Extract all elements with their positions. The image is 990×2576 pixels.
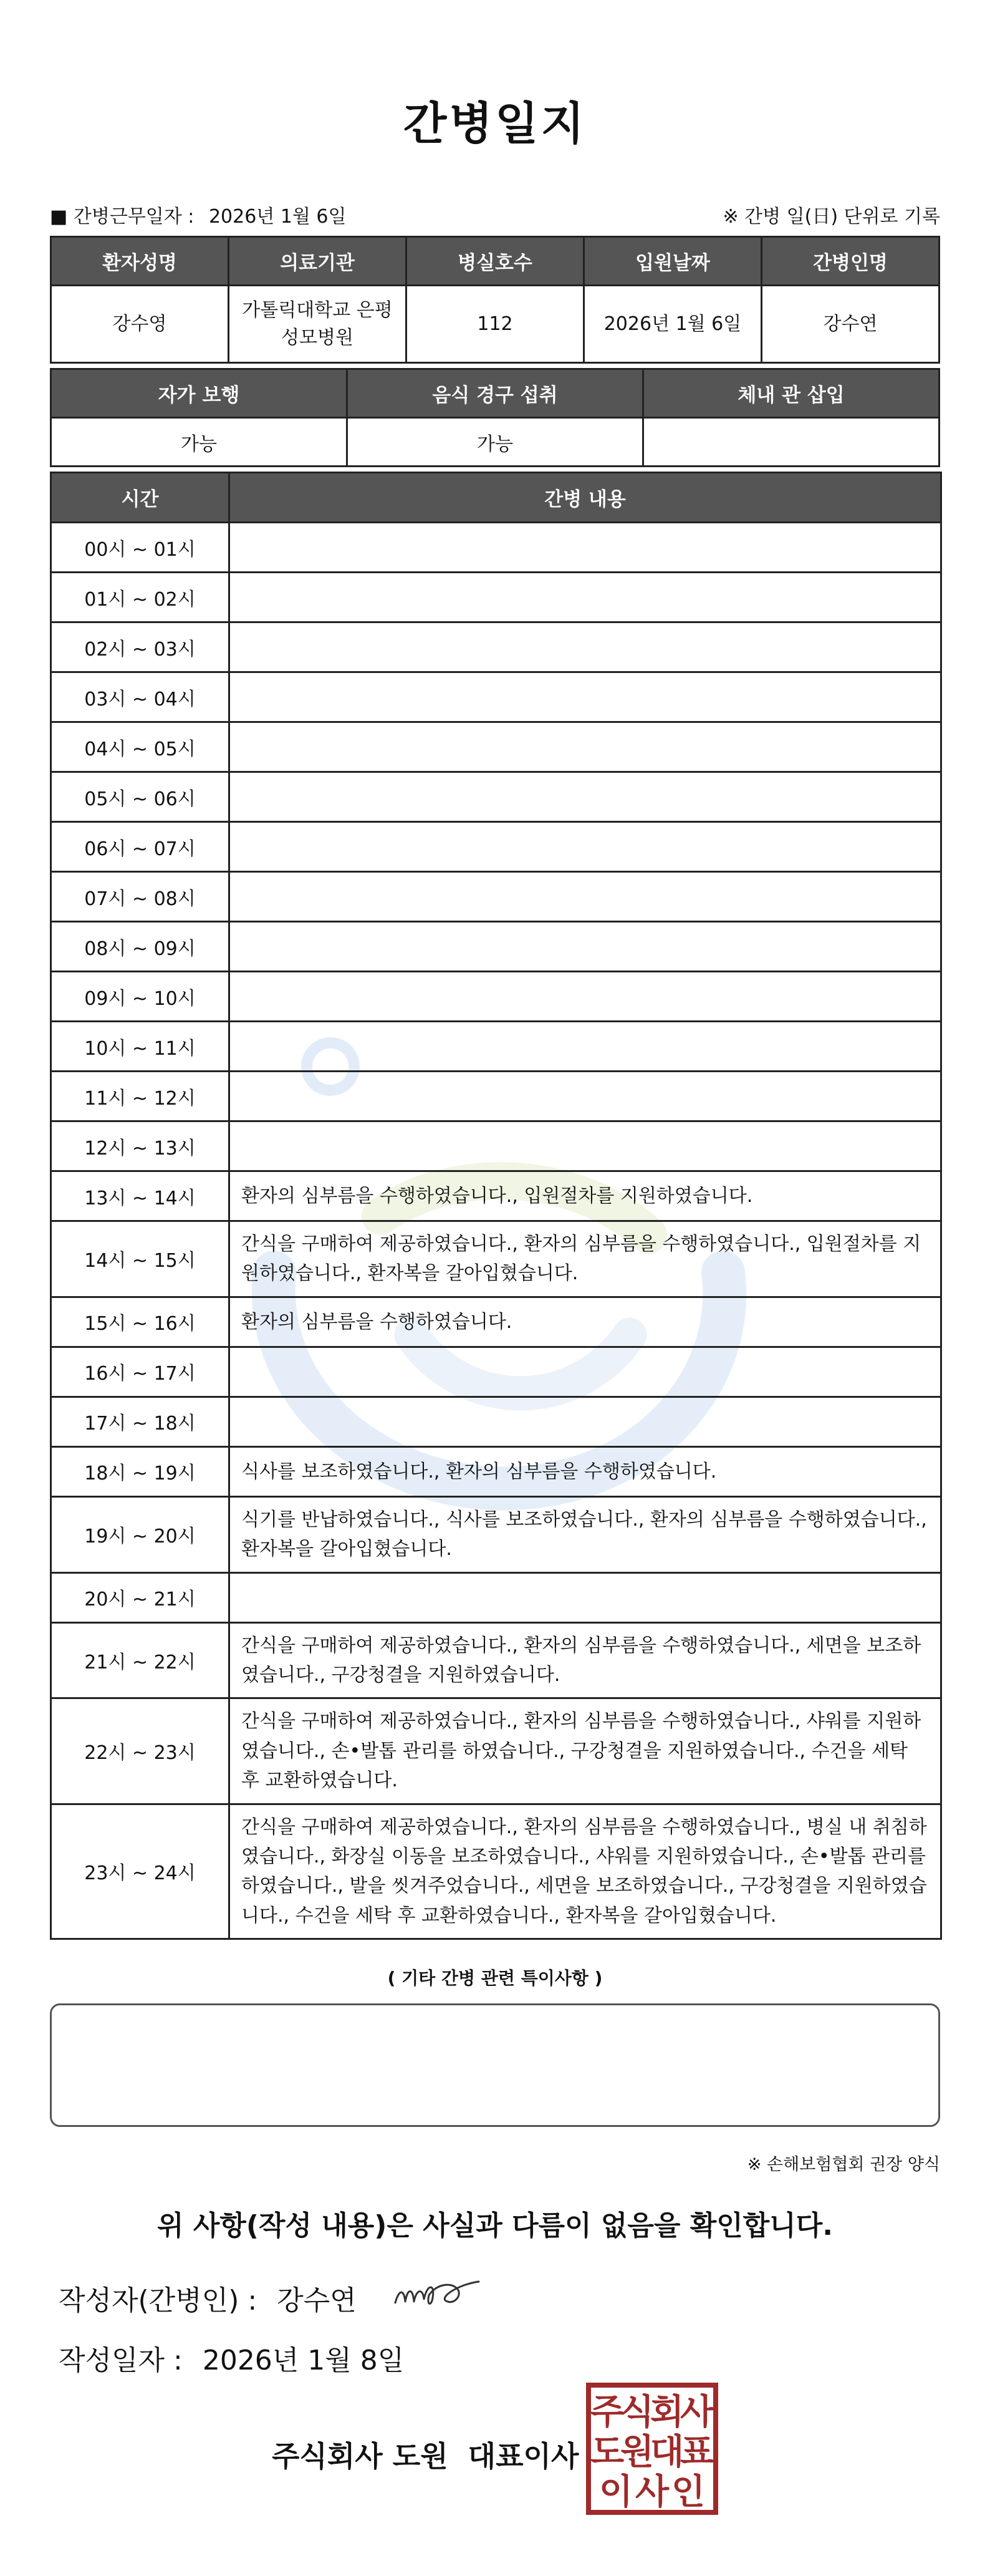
care-log-content: 식기를 반납하였습니다., 식사를 보조하였습니다., 환자의 심부름을 수행하였습니다., 환자복을 갈아입혔습니다. bbox=[229, 1496, 941, 1572]
care-log-row bbox=[51, 772, 941, 822]
care-log-content: 간식을 구매하여 제공하였습니다., 환자의 심부름을 수행하였습니다., 입원절차를 지원하였습니다., 환자복을 갈아입혔습니다. bbox=[229, 1221, 941, 1297]
care-log-content bbox=[229, 573, 941, 622]
care-log-row bbox=[51, 922, 941, 972]
care-log-table bbox=[50, 472, 942, 1940]
seal-character: 표 bbox=[680, 2431, 714, 2472]
care-log-time: 07시 ~ 08시 bbox=[51, 872, 229, 922]
header-self-walking: 자가 보행 bbox=[51, 369, 347, 418]
seal-character: 인 bbox=[671, 2471, 706, 2512]
care-log-row bbox=[51, 1022, 941, 1072]
admission-date: 2026년 1월 6일 bbox=[584, 286, 762, 363]
handwritten-signature bbox=[392, 2270, 485, 2320]
author-line bbox=[59, 2278, 357, 2318]
work-date bbox=[50, 201, 347, 228]
care-log-content bbox=[229, 972, 941, 1022]
self-walking-value: 가능 bbox=[51, 418, 347, 467]
care-log-content bbox=[229, 1347, 941, 1397]
care-log-row bbox=[51, 573, 941, 622]
caregiver-name: 강수연 bbox=[762, 286, 940, 363]
care-log-row bbox=[51, 1072, 941, 1121]
care-log-time: 09시 ~ 10시 bbox=[51, 972, 229, 1022]
care-log-time: 10시 ~ 11시 bbox=[51, 1022, 229, 1072]
care-log-content bbox=[229, 1397, 941, 1446]
confirmation-statement: 위 사항(작성 내용)은 사실과 다름이 없음을 확인합니다. bbox=[157, 2210, 833, 2242]
care-log-content: 환자의 심부름을 수행하였습니다., 입원절차를 지원하였습니다. bbox=[229, 1171, 941, 1221]
header-care-content: 간병 내용 bbox=[229, 473, 941, 523]
page-title: 간병일지 bbox=[403, 97, 587, 150]
care-log-time: 01시 ~ 02시 bbox=[51, 573, 229, 622]
care-log-content: 식사를 보조하였습니다., 환자의 심부름을 수행하였습니다. bbox=[229, 1446, 941, 1496]
header-tube-insertion: 체내 관 삽입 bbox=[643, 369, 940, 418]
care-log-row bbox=[51, 1804, 941, 1939]
seal-character: 이 bbox=[598, 2471, 633, 2512]
header-patient-name: 환자성명 bbox=[51, 237, 229, 286]
oral-intake-value: 가능 bbox=[347, 418, 643, 467]
header-hospital: 의료기관 bbox=[229, 237, 406, 286]
care-log-time: 13시 ~ 14시 bbox=[51, 1171, 229, 1221]
care-log-row bbox=[51, 1446, 941, 1496]
care-log-time: 05시 ~ 06시 bbox=[51, 772, 229, 822]
care-log-row bbox=[51, 523, 941, 573]
care-log-content bbox=[229, 1572, 941, 1622]
care-log-row bbox=[51, 1347, 941, 1397]
care-log-row bbox=[51, 672, 941, 722]
author-label: 작성자(간병인) : bbox=[59, 2285, 257, 2317]
care-log-row bbox=[51, 1221, 941, 1297]
care-log-time: 21시 ~ 22시 bbox=[51, 1622, 229, 1698]
care-log-time: 20시 ~ 21시 bbox=[51, 1572, 229, 1622]
care-log-content bbox=[229, 523, 941, 573]
care-log-content bbox=[229, 772, 941, 822]
header-admission-date: 입원날짜 bbox=[584, 237, 762, 286]
header-oral-intake: 음식 경구 섭취 bbox=[347, 369, 643, 418]
hospital-line-2: 성모병원 bbox=[281, 326, 353, 349]
work-date-value: 2026년 1월 6일 bbox=[208, 206, 347, 228]
care-log-time: 22시 ~ 23시 bbox=[51, 1698, 229, 1804]
care-log-content bbox=[229, 722, 941, 772]
care-log-content: 간식을 구매하여 제공하였습니다., 환자의 심부름을 수행하였습니다., 세면을 보조하였습니다., 구강청결을 지원하였습니다. bbox=[229, 1622, 941, 1698]
care-log-time: 00시 ~ 01시 bbox=[51, 523, 229, 573]
care-log-content bbox=[229, 622, 941, 672]
care-log-time: 15시 ~ 16시 bbox=[51, 1297, 229, 1347]
header-time: 시간 bbox=[51, 473, 229, 523]
care-log-time: 06시 ~ 07시 bbox=[51, 822, 229, 872]
remarks-box bbox=[50, 2003, 940, 2127]
care-log-time: 02시 ~ 03시 bbox=[51, 622, 229, 672]
patient-name: 강수영 bbox=[51, 286, 229, 363]
form-note: ※ 손해보험협회 권장 양식 bbox=[747, 2155, 940, 2174]
company-representative: 주식회사 도원 대표이사 bbox=[272, 2439, 579, 2473]
company-seal-stamp bbox=[585, 2381, 719, 2516]
header-room: 병실호수 bbox=[406, 237, 584, 286]
ability-table bbox=[50, 368, 940, 467]
remarks-title: ( 기타 간병 관련 특이사항 ) bbox=[387, 1968, 603, 1988]
care-log-row bbox=[51, 1622, 941, 1698]
care-log-time: 18시 ~ 19시 bbox=[51, 1446, 229, 1496]
hospital bbox=[229, 286, 406, 363]
care-log-content: 간식을 구매하여 제공하였습니다., 환자의 심부름을 수행하였습니다., 병실 내 취침하였습니다., 화장실 이동을 보조하였습니다., 샤워를 지원하였습니다., 손•발톱 관리를 하였습니다., 발을 씻겨주었습니다., 세면을 보조하였습니다., 구강청결을 지원하였습니다., 수건을 세탁 후 교환하였습니다., 환자복을 갈아입혔습니다. bbox=[229, 1804, 941, 1939]
author-name: 강수연 bbox=[277, 2285, 357, 2317]
care-log-row bbox=[51, 872, 941, 922]
care-log-time: 04시 ~ 05시 bbox=[51, 722, 229, 772]
tube-insertion-value bbox=[643, 418, 940, 467]
care-log-content: 간식을 구매하여 제공하였습니다., 환자의 심부름을 수행하였습니다., 샤워를 지원하였습니다., 손•발톱 관리를 하였습니다., 구강청결을 지원하였습니다., 수건을 세탁 후 교환하였습니다. bbox=[229, 1698, 941, 1804]
care-log-content bbox=[229, 1072, 941, 1121]
care-log-time: 23시 ~ 24시 bbox=[51, 1804, 229, 1939]
hospital-line-1: 가톨릭대학교 은평 bbox=[242, 299, 393, 321]
care-log-content bbox=[229, 922, 941, 972]
written-date-value: 2026년 1월 8일 bbox=[202, 2345, 405, 2376]
care-log-time: 16시 ~ 17시 bbox=[51, 1347, 229, 1397]
seal-character: 사 bbox=[635, 2471, 670, 2512]
care-log-time: 19시 ~ 20시 bbox=[51, 1496, 229, 1572]
seal-character: 사 bbox=[680, 2391, 714, 2433]
care-log-time: 03시 ~ 04시 bbox=[51, 672, 229, 722]
care-log-time: 17시 ~ 18시 bbox=[51, 1397, 229, 1446]
recording-note: ※ 간병 일(日) 단위로 기록 bbox=[723, 206, 940, 228]
care-log-row bbox=[51, 722, 941, 772]
care-log-row bbox=[51, 822, 941, 872]
care-log-row bbox=[51, 1297, 941, 1347]
seal-character: 회 bbox=[650, 2391, 685, 2433]
header-caregiver: 간병인명 bbox=[762, 237, 940, 286]
seal-character: 식 bbox=[620, 2391, 655, 2433]
written-date-line bbox=[59, 2338, 404, 2378]
care-log-time: 08시 ~ 09시 bbox=[51, 922, 229, 972]
care-log-row bbox=[51, 1397, 941, 1446]
care-log-row bbox=[51, 1121, 941, 1171]
work-date-label: ■ 간병근무일자 : bbox=[50, 206, 195, 228]
patient-info-table bbox=[50, 236, 940, 364]
care-log-row bbox=[51, 1496, 941, 1572]
care-log-row bbox=[51, 1171, 941, 1221]
care-log-content bbox=[229, 872, 941, 922]
care-log-content bbox=[229, 1121, 941, 1171]
care-log-row bbox=[51, 1698, 941, 1804]
written-date-label: 작성일자 : bbox=[59, 2345, 183, 2376]
care-log-time: 12시 ~ 13시 bbox=[51, 1121, 229, 1171]
seal-character: 원 bbox=[620, 2431, 655, 2472]
room-number: 112 bbox=[406, 286, 584, 363]
care-log-row bbox=[51, 972, 941, 1022]
seal-character: 도 bbox=[590, 2431, 625, 2472]
seal-character: 대 bbox=[650, 2431, 685, 2472]
seal-character: 주 bbox=[590, 2391, 625, 2433]
care-log-time: 14시 ~ 15시 bbox=[51, 1221, 229, 1297]
care-log-time: 11시 ~ 12시 bbox=[51, 1072, 229, 1121]
care-log-content: 환자의 심부름을 수행하였습니다. bbox=[229, 1297, 941, 1347]
care-log-content bbox=[229, 822, 941, 872]
care-log-content bbox=[229, 1022, 941, 1072]
care-log-row bbox=[51, 1572, 941, 1622]
care-log-content bbox=[229, 672, 941, 722]
care-log-row bbox=[51, 622, 941, 672]
